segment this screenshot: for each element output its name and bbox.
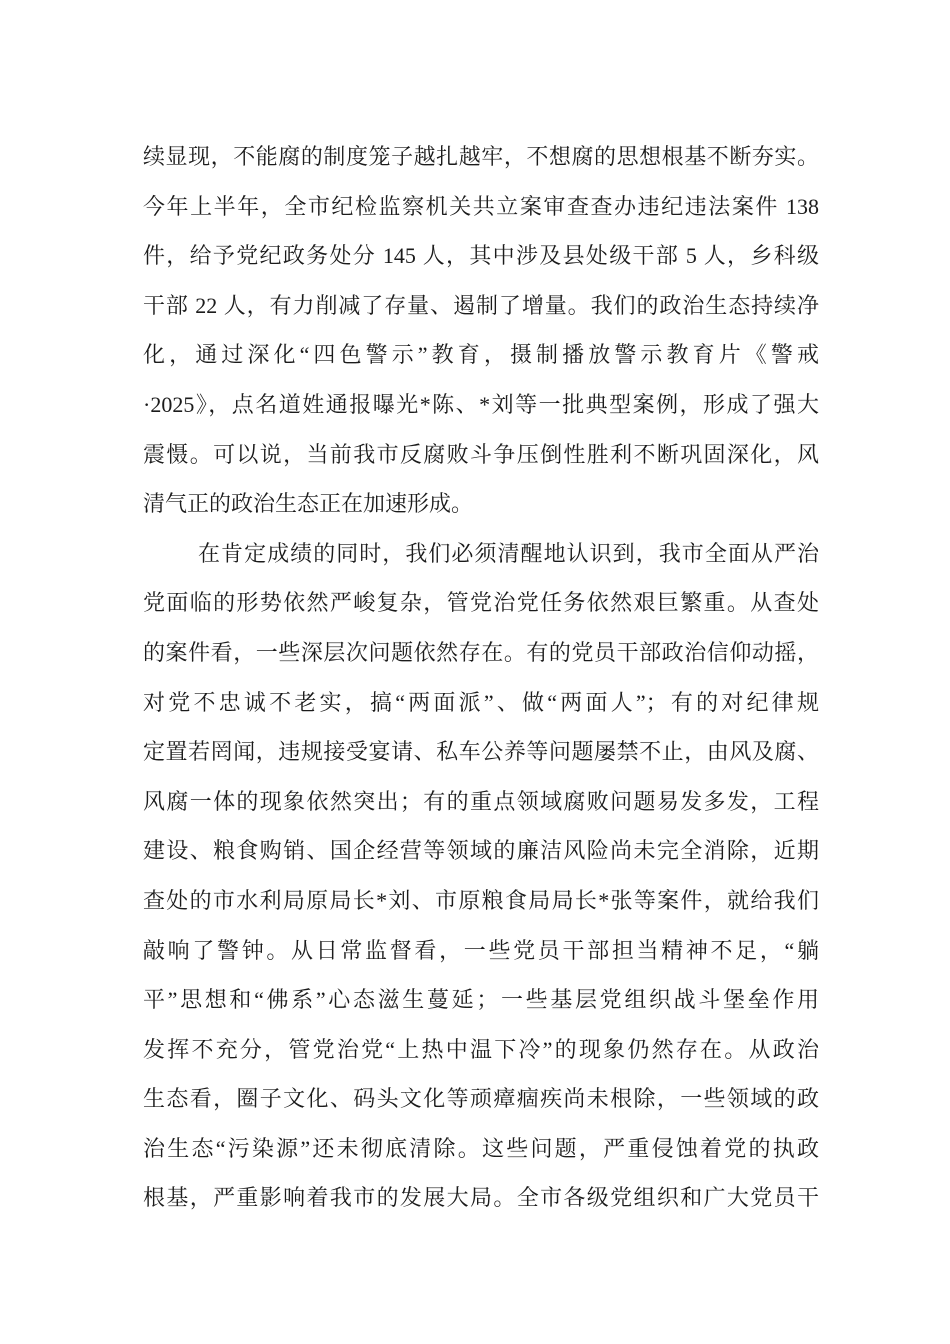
text-line: 定置若罔闻，违规接受宴请、私车公养等问题屡禁不止，由风及腐、 xyxy=(143,739,819,765)
text-line: 治生态“污染源”还未彻底清除。这些问题，严重侵蚀着党的执政 xyxy=(143,1135,819,1161)
text-line: 党面临的形势依然严峻复杂，管党治党任务依然艰巨繁重。从查处 xyxy=(143,590,819,616)
text-line: 清气正的政治生态正在加速形成。 xyxy=(143,491,474,517)
text-line: 发挥不充分，管党治党“上热中温下冷”的现象仍然存在。从政治 xyxy=(143,1036,819,1062)
text-line: 化，通过深化“四色警示”教育，摄制播放警示教育片《警戒 xyxy=(143,342,819,368)
text-line: 在肯定成绩的同时，我们必须清醒地认识到，我市全面从严治 xyxy=(198,540,819,566)
text-line: ·2025》，点名道姓通报曝光*陈、*刘等一批典型案例，形成了强大 xyxy=(143,391,819,417)
text-line: 平”思想和“佛系”心态滋生蔓延；一些基层党组织战斗堡垒作用 xyxy=(143,987,819,1013)
text-line: 续显现，不能腐的制度笼子越扎越牢，不想腐的思想根基不断夯实。 xyxy=(143,144,819,169)
text-line: 查处的市水利局原局长*刘、市原粮食局局长*张等案件，就给我们 xyxy=(143,887,819,913)
text-line: 的案件看，一些深层次问题依然存在。有的党员干部政治信仰动摇， xyxy=(143,639,819,665)
text-line: 风腐一体的现象依然突出；有的重点领域腐败问题易发多发，工程 xyxy=(143,788,819,814)
document-text-block xyxy=(143,132,819,1223)
text-line: 建设、粮食购销、国企经营等领域的廉洁风险尚未完全消除，近期 xyxy=(143,838,819,864)
text-line: 震慑。可以说，当前我市反腐败斗争压倒性胜利不断巩固深化，风 xyxy=(143,441,819,467)
text-line: 根基，严重影响着我市的发展大局。全市各级党组织和广大党员干 xyxy=(143,1185,819,1211)
text-line: 敲响了警钟。从日常监督看，一些党员干部担当精神不足，“躺 xyxy=(143,937,819,963)
text-line: 今年上半年，全市纪检监察机关共立案审查查办违纪违法案件 138 xyxy=(143,193,819,219)
text-line: 干部 22 人，有力削减了存量、遏制了增量。我们的政治生态持续净 xyxy=(143,292,819,318)
text-line: 生态看，圈子文化、码头文化等顽瘴痼疾尚未根除，一些领域的政 xyxy=(143,1086,819,1112)
text-line: 对党不忠诚不老实，搞“两面派”、做“两面人”；有的对纪律规 xyxy=(143,689,819,715)
text-line: 件，给予党纪政务处分 145 人，其中涉及县处级干部 5 人，乡科级 xyxy=(143,243,819,269)
